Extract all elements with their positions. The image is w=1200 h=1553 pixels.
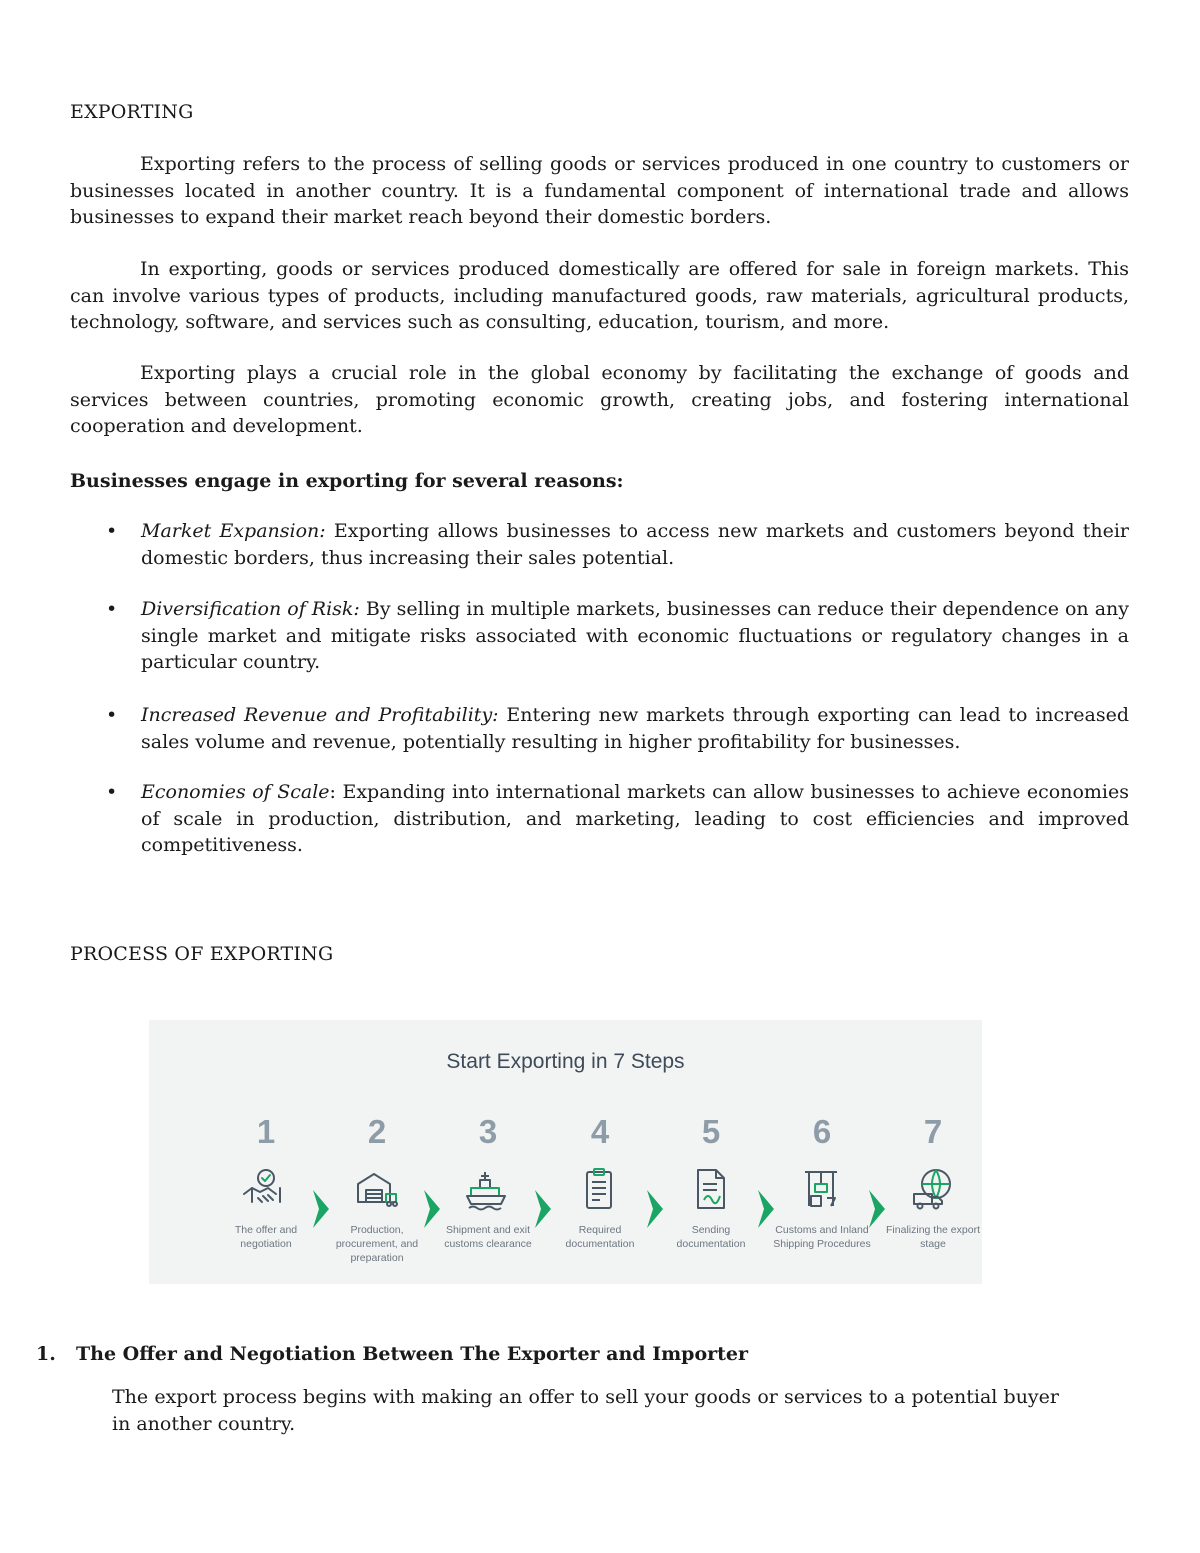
bullet-item	[70, 596, 1129, 676]
paragraph-role: Exporting plays a crucial role in the global economy by facilitating the exchange of goods and services between countries, promoting economic growth, creating jobs, and fostering international cooperation and development.	[70, 362, 1129, 437]
section-1-paragraph: The export process begins with making an offer to sell your goods or services to a potential buyer in another country.	[112, 1386, 1059, 1435]
warehouse-truck-icon	[352, 1164, 402, 1214]
step-number: 5	[701, 1113, 721, 1150]
export-steps-infographic	[149, 1020, 982, 1284]
step-number: 2	[367, 1113, 387, 1150]
bullet-term: Increased Revenue and Profitability:	[141, 704, 499, 726]
chevron-right-icon	[311, 1188, 331, 1230]
chevron-right-icon	[422, 1188, 442, 1230]
cargo-ship-icon	[463, 1164, 513, 1214]
step-label: The offer and negotiation	[234, 1224, 298, 1250]
handshake-icon	[241, 1164, 291, 1214]
step-label: Required documentation	[565, 1224, 635, 1250]
globe-truck-icon	[908, 1164, 958, 1214]
bullet-body: Exporting allows businesses to access new markets and customers beyond their domestic borders, thus increasing their sales potential.	[141, 520, 1129, 569]
bullet-term: Diversification of Risk:	[141, 598, 360, 620]
bullet-body: : Expanding into international markets can allow businesses to achieve economies of scale in production, distribution, and marketing, leading to cost efficiencies and improved competitiveness.	[141, 781, 1129, 856]
step-number: 6	[812, 1113, 832, 1150]
step-6	[767, 1112, 877, 1251]
section-title: The Offer and Negotiation Between The Exporter and Importer	[76, 1343, 749, 1365]
bullet-dot-icon: •	[106, 781, 118, 803]
bullet-item	[70, 702, 1129, 755]
bullet-term: Market Expansion:	[141, 520, 326, 542]
infographic-title: Start Exporting in 7 Steps	[446, 1050, 685, 1073]
bullet-text	[141, 518, 1129, 571]
heading-process: PROCESS OF EXPORTING	[70, 943, 334, 965]
bullet-text	[141, 779, 1129, 859]
bullet-item	[70, 518, 1129, 571]
step-number: 7	[923, 1113, 943, 1150]
bullet-text	[141, 702, 1129, 755]
step-number: 1	[256, 1113, 276, 1150]
document-sign-icon	[686, 1164, 736, 1214]
step-2	[322, 1112, 432, 1265]
step-label: Sending documentation	[676, 1224, 746, 1250]
chevron-right-icon	[756, 1188, 776, 1230]
chevron-right-icon	[645, 1188, 665, 1230]
step-number: 4	[590, 1113, 610, 1150]
step-3	[433, 1112, 543, 1251]
reasons-heading: Businesses engage in exporting for several reasons:	[70, 470, 624, 492]
paragraph-products: In exporting, goods or services produced domestically are offered for sale in foreign markets. This can involve various types of products, including manufactured goods, raw materials, agricultural products, technology, software, and services such as consulting, education, tourism, and more.	[70, 258, 1129, 333]
bullet-body: Entering new markets through exporting can lead to increased sales volume and revenue, potentially resulting in higher profitability for businesses.	[141, 704, 1129, 753]
step-7	[878, 1112, 988, 1251]
bullet-dot-icon: •	[106, 704, 118, 726]
heading-exporting: EXPORTING	[70, 101, 194, 123]
step-label: Finalizing the export stage	[886, 1224, 980, 1250]
step-label: Shipment and exit customs clearance	[444, 1224, 532, 1250]
step-label: Production, procurement, and preparation	[335, 1224, 419, 1264]
step-4	[545, 1112, 655, 1251]
section-number: 1.	[36, 1343, 56, 1365]
clipboard-icon	[575, 1164, 625, 1214]
step-label: Customs and Inland Shipping Procedures	[773, 1224, 871, 1250]
section-1-heading	[36, 1343, 748, 1365]
bullet-dot-icon: •	[106, 598, 118, 620]
step-5	[656, 1112, 766, 1251]
bullet-term: Economies of Scale	[141, 781, 330, 803]
port-crane-icon	[797, 1164, 847, 1214]
paragraph-definition: Exporting refers to the process of selling goods or services produced in one country to customers or businesses located in another country. It is a fundamental component of international trade and allows businesses to expand their market reach beyond their domestic borders.	[70, 153, 1129, 228]
bullet-body: By selling in multiple markets, businesses can reduce their dependence on any single market and mitigate risks associated with economic fluctuations or regulatory changes in a particular country.	[141, 598, 1130, 673]
bullet-text	[141, 596, 1129, 676]
step-1	[211, 1112, 321, 1251]
step-number: 3	[478, 1113, 498, 1150]
bullet-dot-icon: •	[106, 520, 118, 542]
bullet-item	[70, 779, 1129, 859]
chevron-right-icon	[867, 1188, 887, 1230]
chevron-right-icon	[533, 1188, 553, 1230]
